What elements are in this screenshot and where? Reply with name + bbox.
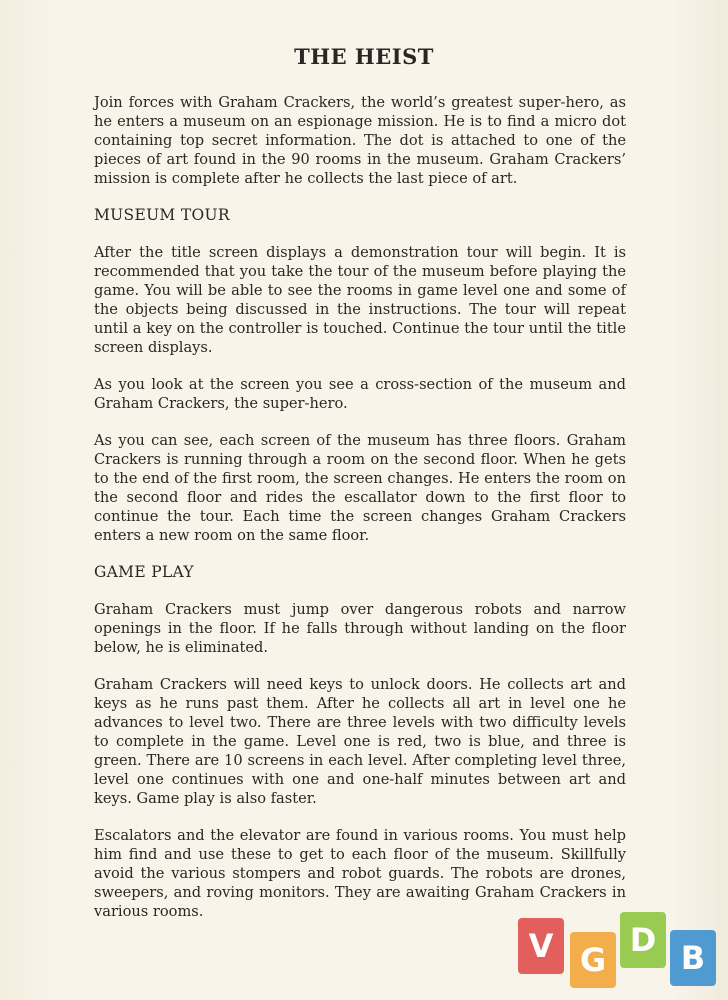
tour-paragraph: After the title screen displays a demonstration tour will begin. It is recommended that you take the tour of the museum before playing the game. You will be able to see the rooms in game level one and some of the objects being discussed in the instructions. The tour will repeat until a key on the controller is touched. Continue the tour until the title screen displays. (94, 244, 626, 356)
section-heading-museum-tour: MUSEUM TOUR (94, 206, 230, 224)
section-heading-game-play: GAME PLAY (94, 563, 194, 581)
cross-section-paragraph: As you look at the screen you see a cross-section of the museum and Graham Crackers, the super-hero. (94, 376, 626, 412)
logo-tile-b: B (670, 930, 716, 986)
jump-paragraph: Graham Crackers must jump over dangerous robots and narrow openings in the floor. If he falls through without landing on the floor below, he is eliminated. (94, 601, 626, 656)
vgdb-watermark-logo (518, 912, 718, 990)
floors-paragraph: As you can see, each screen of the museum has three floors. Graham Crackers is running through a room on the second floor. When he gets to the end of the first room, the screen changes. He enters the room on the second floor and rides the escallator down to the first floor to continue the tour. Each time the screen changes Graham Crackers enters a new room on the same floor. (94, 432, 626, 544)
escalators-paragraph: Escalators and the elevator are found in various rooms. You must help him find and use these to get to each floor of the museum. Skillfully avoid the various stompers and robot guards. The robots are drones, sweepers, and roving monitors. They are awaiting Graham Crackers in various rooms. (94, 827, 626, 920)
logo-tile-d: D (620, 912, 666, 968)
page-title: THE HEIST (294, 44, 434, 69)
keys-paragraph: Graham Crackers will need keys to unlock doors. He collects art and keys as he runs past them. After he collects all art in level one he advances to level two. There are three levels with two difficulty levels to complete in the game. Level one is red, two is blue, and three is green. There are 10 screens in each level. After completing level three, level one continues with one and one-half minutes between art and keys. Game play is also faster. (94, 676, 626, 807)
logo-tile-v: V (518, 918, 564, 974)
body-text (94, 93, 626, 939)
intro-paragraph: Join forces with Graham Crackers, the world’s greatest super-hero, as he enters a museum on an espionage mission. He is to find a micro dot containing top secret information. The dot is attached to one of the pieces of art found in the 90 rooms in the museum. Graham Crackers’ mission is complete after he collects the last piece of art. (94, 94, 626, 187)
logo-tile-g: G (570, 932, 616, 988)
